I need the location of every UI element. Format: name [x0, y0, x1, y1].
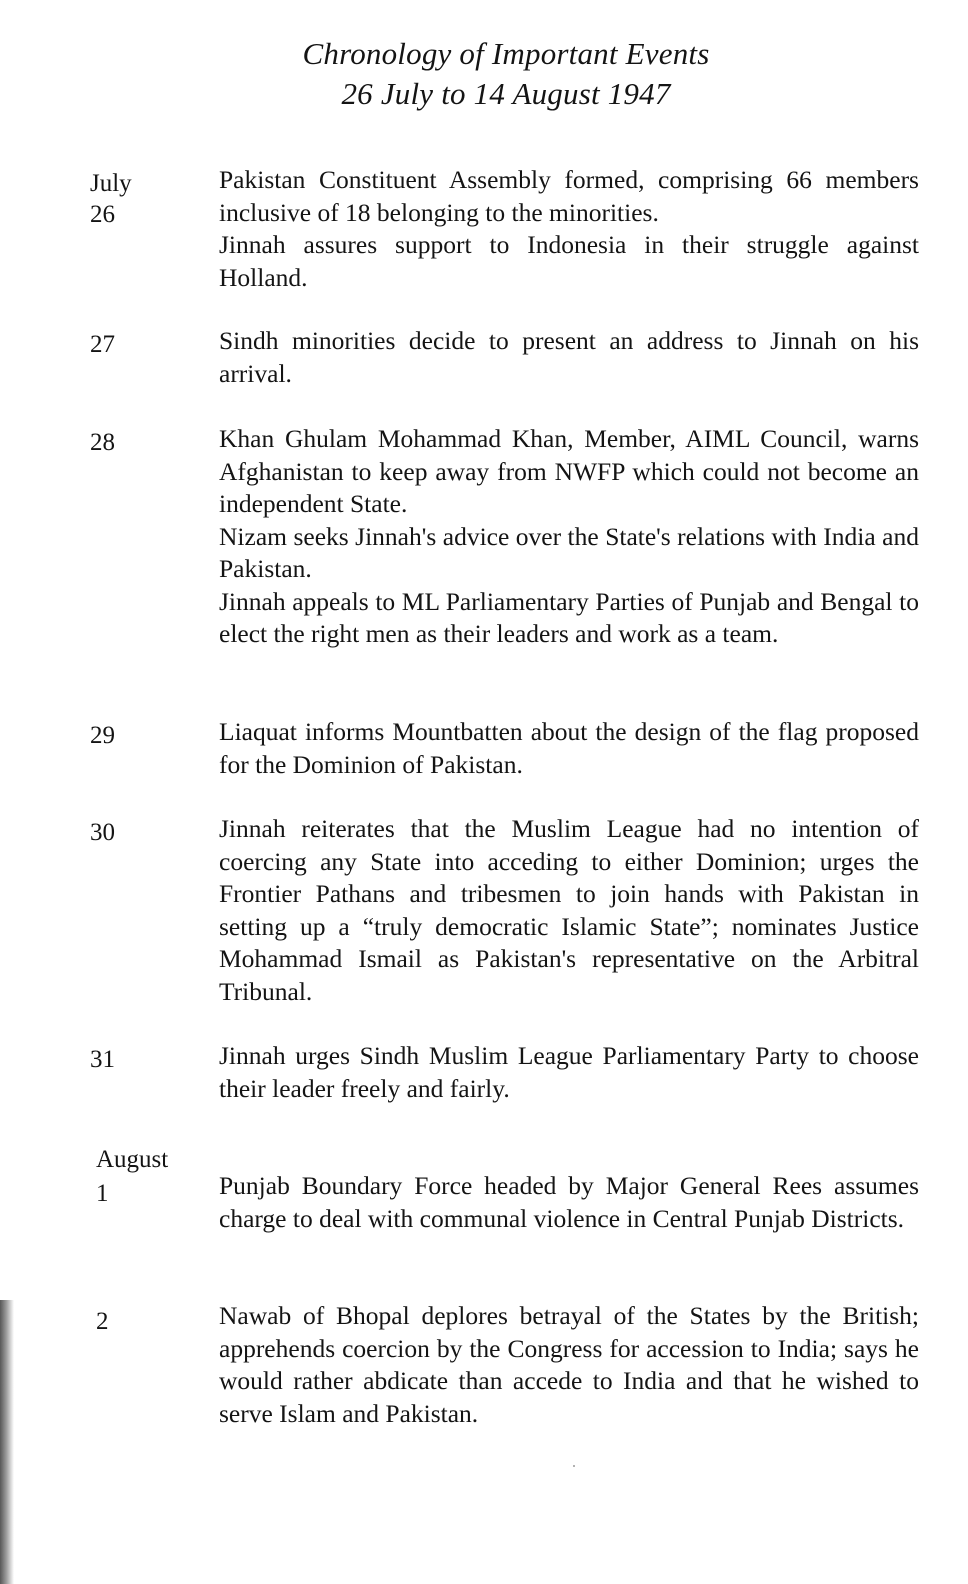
entry-text [219, 164, 919, 294]
entry-line: Jinnah assures support to Indonesia in their struggle against Holland. [219, 230, 919, 292]
entry-line: Nawab of Bhopal deplores betrayal of the States by the British; apprehends coercion by the Congress for accession to India; says he would rather abdicate than accede to India and that he wished to serve Islam and Pakistan. [219, 1301, 919, 1428]
entry-date [90, 1044, 200, 1075]
entry-month: July [90, 170, 132, 197]
entry-text [219, 1170, 919, 1235]
scan-speck [573, 1465, 575, 1467]
entry-line: Jinnah reiterates that the Muslim League had no intention of coercing any State into acceding to either Dominion; urges the Frontier Pathans and tribesmen to join hands with Pakistan in setting up a “truly democratic Islamic State”; nominates Justice Mohammad Ismail as Pakistan's representative on the Arbitral Tribunal. [219, 814, 919, 1006]
entry-line: Khan Ghulam Mohammad Khan, Member, AIML Council, warns Afghanistan to keep away from NWFP which could not become an independent State. [219, 424, 919, 518]
entry-line: Nizam seeks Jinnah's advice over the State's relations with India and Pakistan. [219, 521, 919, 583]
entry-day: 28 [90, 429, 115, 456]
entry-line: Punjab Boundary Force headed by Major General Rees assumes charge to deal with communal violence in Central Punjab Districts. [219, 1171, 919, 1233]
entry-text [219, 423, 919, 651]
entry-text [219, 1040, 919, 1105]
entry-month: August [96, 1146, 169, 1173]
entry-date [90, 168, 200, 230]
entry-date [90, 427, 200, 458]
entry-date [90, 817, 200, 848]
entry-line: Jinnah urges Sindh Muslim League Parliamentary Party to choose their leader freely and fairly. [219, 1041, 919, 1103]
entry-day: 2 [96, 1308, 109, 1335]
entry-date [90, 720, 200, 751]
title-line-1: Chronology of Important Events [302, 36, 710, 71]
entry-day: 29 [90, 722, 115, 749]
entry-text [219, 325, 919, 390]
entry-text [219, 813, 919, 1008]
entry-day: 31 [90, 1046, 115, 1073]
entry-day: 27 [90, 331, 115, 358]
page-title [0, 34, 968, 114]
binding-shadow [0, 1300, 14, 1584]
entry-day: 30 [90, 819, 115, 846]
entry-day: 26 [90, 201, 115, 228]
title-line-2: 26 July to 14 August 1947 [341, 76, 671, 111]
entry-line: Jinnah appeals to ML Parliamentary Parties of Punjab and Bengal to elect the right men as their leaders and work as a team. [219, 586, 919, 648]
entry-day: 1 [96, 1180, 109, 1207]
entry-text [219, 716, 919, 781]
entry-date [90, 329, 200, 360]
entry-date [96, 1178, 206, 1209]
entry-text [219, 1300, 919, 1430]
entry-line: Pakistan Constituent Assembly formed, comprising 66 members inclusive of 18 belonging to the minorities. [219, 165, 919, 227]
entry-line: Sindh minorities decide to present an address to Jinnah on his arrival. [219, 326, 919, 388]
entry-date [96, 1306, 206, 1337]
entry-line: Liaquat informs Mountbatten about the design of the flag proposed for the Dominion of Pakistan. [219, 717, 919, 779]
